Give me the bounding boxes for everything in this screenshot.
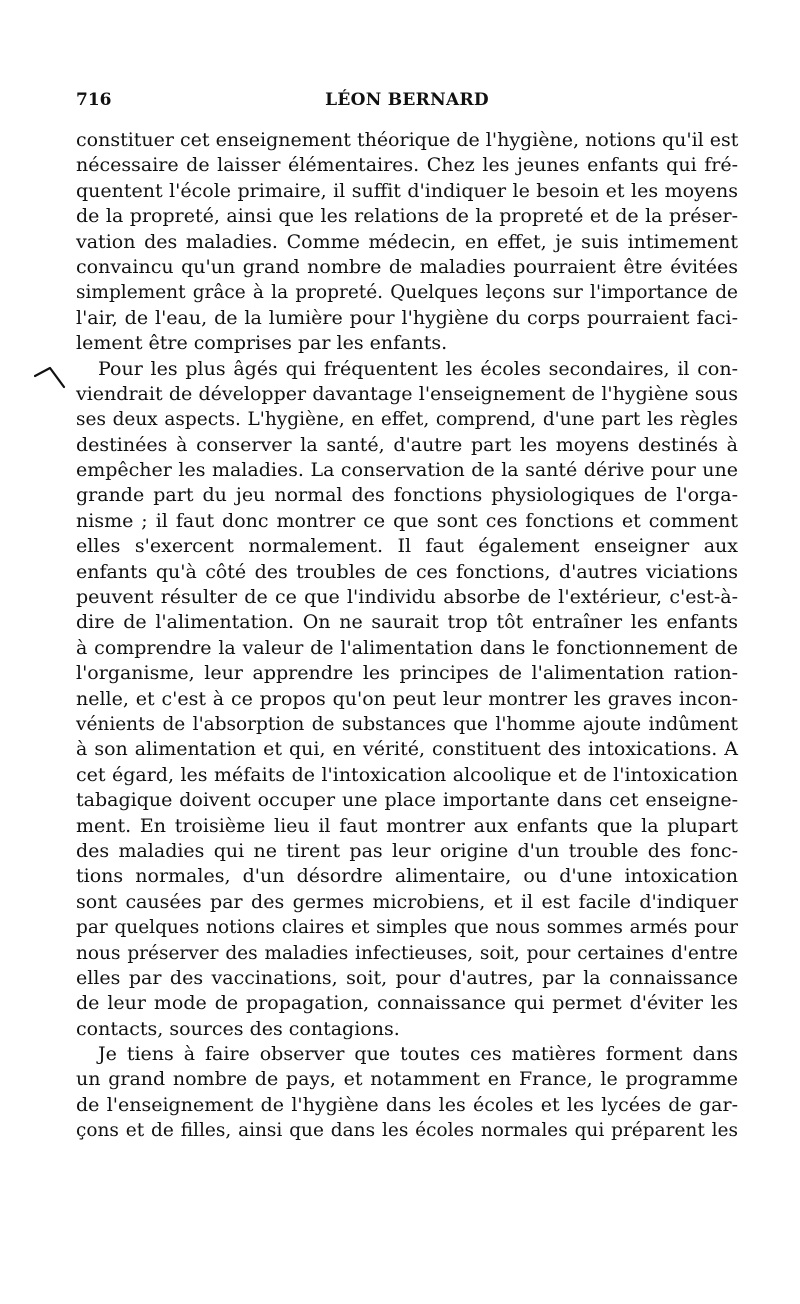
text-line: lement être comprises par les enfants. [76,332,448,355]
body-text [76,128,738,1144]
text-line: de l'enseignement de l'hygiène dans les écoles et les lycées de gar- [76,1093,738,1116]
text-line: à son alimentation et qui, en vérité, constituent des intoxications. A [76,738,738,761]
paragraph [76,357,738,1043]
text-line: Pour les plus âgés qui fréquentent les écoles secondaires, il con- [98,357,738,380]
text-line: tions normales, d'un désordre alimentaire, ou d'une intoxication [76,865,738,888]
text-line: cet égard, les méfaits de l'intoxication alcoolique et de l'intoxication [76,763,738,786]
text-line: l'air, de l'eau, de la lumière pour l'hygiène du corps pourraient faci- [76,306,738,329]
text-line: grande part du jeu normal des fonctions physiologiques de l'orga- [76,484,738,507]
text-line: nécessaire de laisser élémentaires. Chez les jeunes enfants qui fré- [76,154,738,177]
text-line: à comprendre la valeur de l'alimentation dans le fonctionnement de [76,636,738,659]
text-line: des maladies qui ne tirent pas leur origine d'un trouble des fonc- [76,839,738,862]
paragraph [76,128,738,357]
text-line: vénients de l'absorption de substances que l'homme ajoute indûment [76,713,738,735]
text-line: de leur mode de propagation, connaissance qui permet d'éviter les [76,992,738,1015]
text-line: ment. En troisième lieu il faut montrer aux enfants que la plupart [76,814,738,837]
page-header [76,90,738,114]
text-line: de la propreté, ainsi que les relations de la propreté et de la préser- [76,205,738,228]
text-line: destinées à conserver la santé, d'autre part les moyens destinés à [76,433,738,456]
text-line: viendrait de développer davantage l'enseignement de l'hygiène sous [76,382,738,405]
text-line: nous préserver des maladies infectieuses, soit, pour certaines d'entre [76,942,738,964]
text-line: constituer cet enseignement théorique de l'hygiène, notions qu'il est [76,129,739,151]
text-line: l'organisme, leur apprendre les principes de l'alimentation ration- [76,662,738,685]
paragraph [76,1042,738,1144]
text-line: elles par des vaccinations, soit, pour d'autres, par la connaissance [76,966,738,989]
text-line: contacts, sources des contagions. [76,1017,400,1040]
text-line: par quelques notions claires et simples que nous sommes armés pour [76,917,738,939]
page-number: 716 [76,90,112,110]
text-line: sont causées par des germes microbiens, et il est facile d'indiquer [76,890,738,913]
text-line: convaincu qu'un grand nombre de maladies pourraient être évitées [76,255,738,278]
running-head: LÉON BERNARD [325,90,489,110]
text-line: simplement grâce à la propreté. Quelques leçons sur l'importance de [76,282,738,304]
text-line: vation des maladies. Comme médecin, en effet, je suis intimement [76,230,738,253]
text-line: peuvent résulter de ce que l'individu absorbe de l'extérieur, c'est-à- [76,586,738,609]
text-line: un grand nombre de pays, et notamment en France, le programme [76,1068,738,1091]
text-line: Je tiens à faire observer que toutes ces matières forment dans [98,1043,738,1066]
text-line: dire de l'alimentation. On ne saurait trop tôt entraîner les enfants [76,611,738,634]
text-line: ses deux aspects. L'hygiène, en effet, comprend, d'une part les règles [76,409,738,431]
margin-mark-icon [34,366,68,390]
text-line: quentent l'école primaire, il suffit d'indiquer le besoin et les moyens [76,179,738,202]
text-line: nelle, et c'est à ce propos qu'on peut leur montrer les graves incon- [76,687,738,710]
text-line: nisme ; il faut donc montrer ce que sont ces fonctions et comment [76,509,738,532]
text-line: empêcher les maladies. La conservation de la santé dérive pour une [76,459,738,482]
text-line: elles s'exercent normalement. Il faut également enseigner aux [76,535,738,558]
text-line: çons et de filles, ainsi que dans les écoles normales qui préparent les [76,1120,738,1142]
text-line: tabagique doivent occuper une place importante dans cet enseigne- [76,789,738,812]
text-line: enfants qu'à côté des troubles de ces fonctions, d'autres viciations [76,560,738,583]
